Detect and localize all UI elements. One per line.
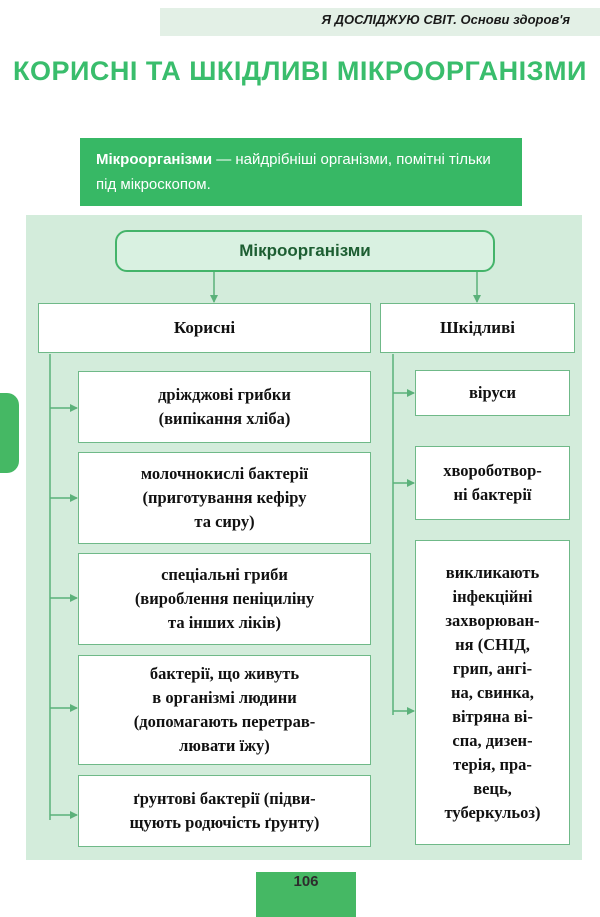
- running-header: Я ДОСЛІДЖУЮ СВІТ. Основи здоров'я: [321, 12, 570, 27]
- useful-item-text: дріжджові грибки (випікання хліба): [158, 385, 291, 428]
- category-useful: Корисні: [38, 303, 371, 353]
- harmful-item-text: викликають інфекційні захворюван- ня (СНІД, грип, ангі- на, свинка, вітряна ві- спа, дизен- терія, пра- вець, туберкульоз): [444, 562, 541, 822]
- page-title: КОРИСНІ ТА ШКІДЛИВІ МІКРООРГАНІЗМИ: [13, 56, 587, 86]
- useful-item-text: бактерії, що живуть в організмі людини (допомагають перетрав- лювати їжу): [133, 664, 316, 755]
- definition-term: Мікроорганізми: [96, 151, 213, 168]
- useful-item: [78, 553, 371, 645]
- useful-item: [78, 775, 371, 847]
- useful-item: [78, 655, 371, 765]
- useful-item-text: молочнокислі бактерії (приготування кефіру та сиру): [140, 464, 309, 531]
- useful-item-text: спеціальні гриби (вироблення пеніциліну та інших ліків): [134, 565, 315, 632]
- harmful-item-text: хвороботвор- ні бактерії: [443, 461, 542, 504]
- useful-item: [78, 371, 371, 443]
- page-number: 106: [293, 873, 319, 890]
- definition-box: [80, 138, 522, 206]
- harmful-item: [415, 370, 570, 416]
- useful-item: [78, 452, 371, 544]
- page-edge-tab: [0, 393, 19, 473]
- useful-item-text: ґрунтові бактерії (підви- щують родючість ґрунту): [129, 789, 320, 832]
- category-harmful: Шкідливі: [380, 303, 575, 353]
- definition-text: — найдрібніші організми, помітні тільки під мікроскопом.: [96, 151, 491, 193]
- harmful-item: [415, 540, 570, 845]
- harmful-item: [415, 446, 570, 520]
- root-node: Мікроорганізми: [115, 230, 495, 272]
- harmful-item-text: віруси: [468, 383, 517, 402]
